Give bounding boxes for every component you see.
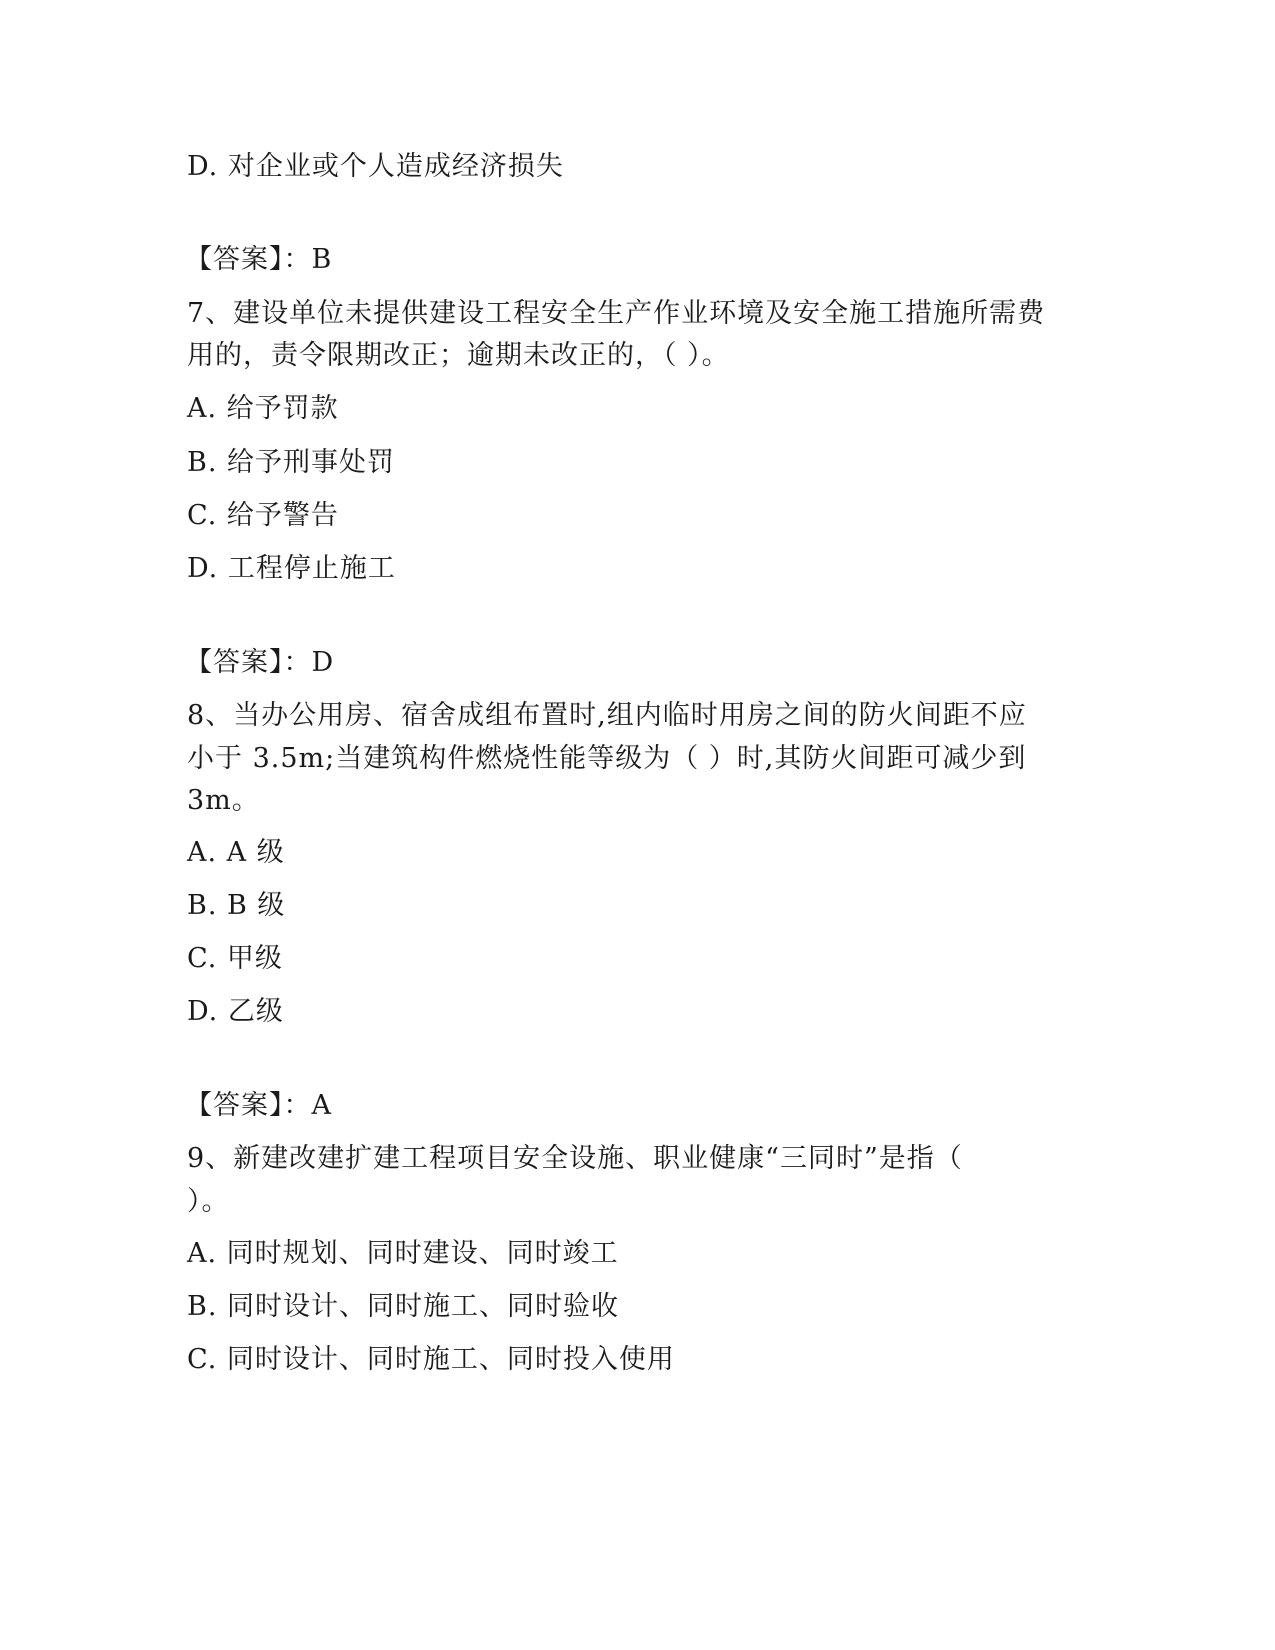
q6-answer: 【答案】：B [185,244,333,275]
q8-option-d: D. 乙级 [187,996,284,1027]
q7-option-b: B. 给予刑事处罚 [187,447,396,478]
q6-option-d: D. 对企业或个人造成经济损失 [187,151,564,182]
q7-option-a: A. 给予罚款 [187,393,339,424]
q8-stem-line1: 8、当办公用房、宿舍成组布置时,组内临时用房之间的防火间距不应 [187,700,1027,731]
q8-stem-line2: 小于 3.5m;当建筑构件燃烧性能等级为（ ）时,其防火间距可减少到 [187,743,1027,774]
q8-option-b: B. B 级 [187,890,286,921]
q8-option-a: A. A 级 [187,837,285,868]
q9-option-c: C. 同时设计、同时施工、同时投入使用 [187,1344,675,1375]
q8-option-c: C. 甲级 [187,943,283,974]
q9-option-a: A. 同时规划、同时建设、同时竣工 [187,1238,619,1269]
q7-stem-line2: 用的，责令限期改正；逾期未改正的，（ ）。 [187,340,730,371]
q9-option-b: B. 同时设计、同时施工、同时验收 [187,1291,620,1322]
q7-option-d: D. 工程停止施工 [187,553,396,584]
q7-answer: 【答案】：D [185,647,335,678]
q8-stem-line3: 3m。 [187,785,260,816]
q7-stem-line1: 7、建设单位未提供建设工程安全生产作业环境及安全施工措施所需费 [187,298,1046,329]
q7-option-c: C. 给予警告 [187,500,339,531]
q9-stem-line2: ）。 [187,1186,230,1217]
q8-answer: 【答案】：A [185,1090,332,1121]
q9-stem-line1: 9、新建改建扩建工程项目安全设施、职业健康“三同时”是指（ [187,1143,963,1174]
